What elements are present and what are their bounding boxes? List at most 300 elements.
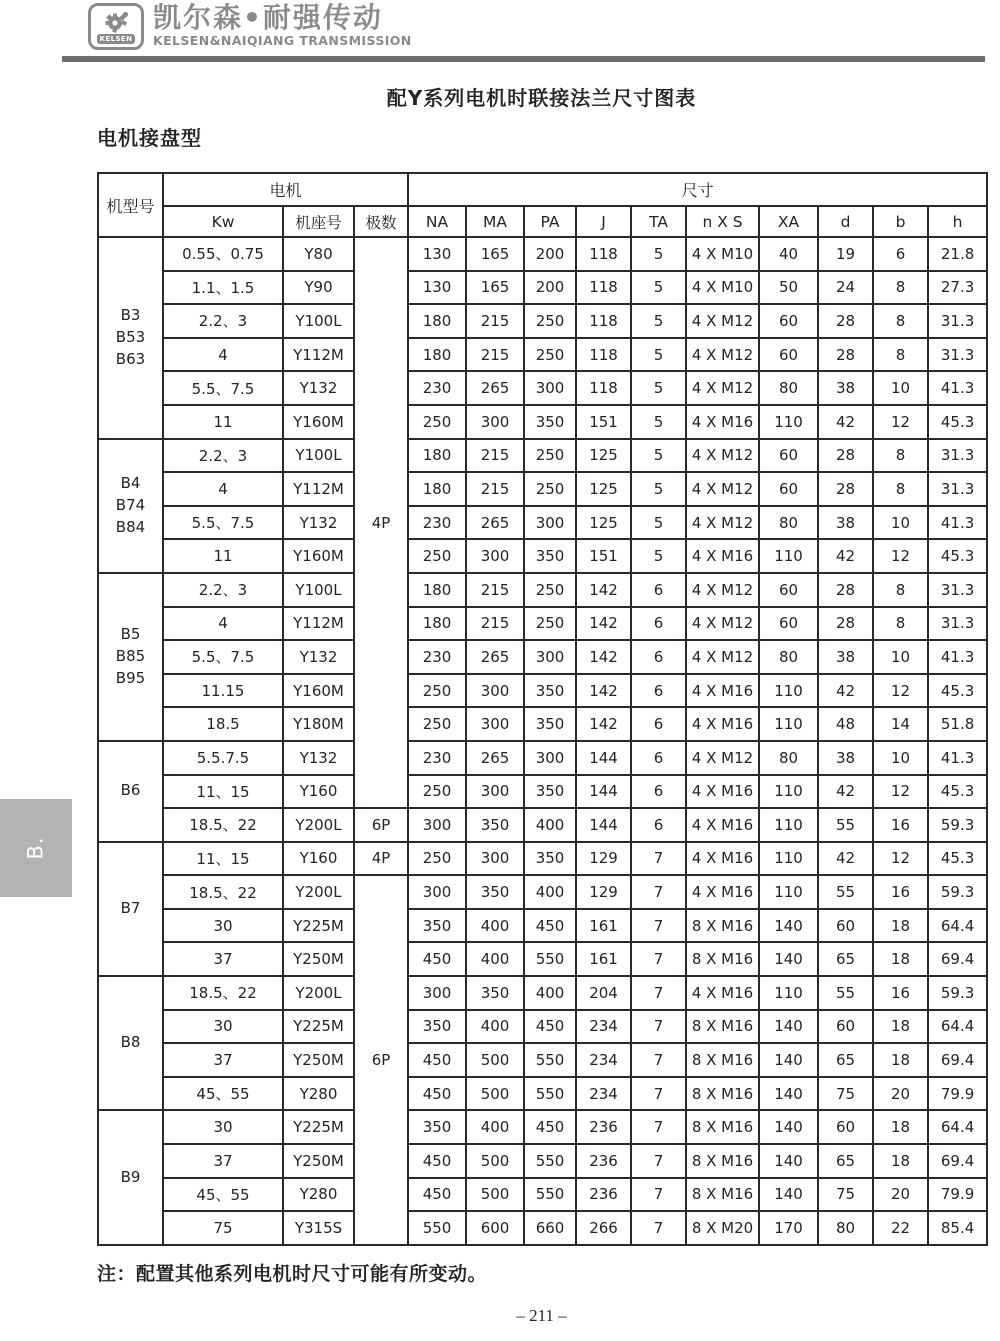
header-rule: [62, 56, 985, 62]
dim-cell: 215: [466, 439, 524, 473]
dim-cell: 300: [524, 371, 576, 405]
table-row: [98, 1211, 987, 1245]
dim-cell: 45.3: [928, 842, 987, 876]
table-row: [98, 1144, 987, 1178]
dim-cell: 129: [576, 875, 631, 909]
dim-cell: 6: [631, 573, 686, 607]
table-row: [98, 842, 987, 876]
dim-cell: 6: [631, 607, 686, 641]
dim-cell: 7: [631, 1077, 686, 1111]
dim-cell: 250: [408, 405, 466, 439]
dim-cell: 8: [873, 607, 928, 641]
dim-cell: 10: [873, 741, 928, 775]
dim-cell: 4 X M12: [686, 338, 759, 372]
dim-cell: 65: [818, 942, 873, 976]
dim-cell: 4 X M12: [686, 304, 759, 338]
dim-cell: 6: [873, 237, 928, 271]
frame-cell: Y160M: [283, 539, 354, 573]
poles-cell: 6P: [354, 808, 408, 842]
model-cell: B8: [98, 976, 163, 1110]
dim-cell: 4 X M16: [686, 875, 759, 909]
dim-cell: 16: [873, 808, 928, 842]
dim-cell: 6: [631, 741, 686, 775]
frame-cell: Y225M: [283, 1010, 354, 1044]
dim-cell: 28: [818, 607, 873, 641]
dim-cell: 4 X M12: [686, 506, 759, 540]
dim-cell: 140: [759, 1010, 818, 1044]
dim-cell: 250: [408, 674, 466, 708]
footnote: 注：配置其他系列电机时尺寸可能有所变动。: [97, 1263, 488, 1285]
dim-cell: 151: [576, 539, 631, 573]
table-row: [98, 1043, 987, 1077]
dim-cell: 400: [524, 808, 576, 842]
dim-cell: 450: [408, 1144, 466, 1178]
dim-cell: 59.3: [928, 875, 987, 909]
brand-name-en: KELSEN&NAIQIANG TRANSMISSION: [153, 33, 412, 49]
dim-cell: 18: [873, 909, 928, 943]
dim-cell: 69.4: [928, 942, 987, 976]
dim-cell: 7: [631, 1144, 686, 1178]
frame-cell: Y250M: [283, 942, 354, 976]
dim-cell: 20: [873, 1178, 928, 1212]
dim-cell: 350: [524, 842, 576, 876]
dim-cell: 60: [759, 304, 818, 338]
dim-cell: 550: [524, 1178, 576, 1212]
dim-cell: 265: [466, 371, 524, 405]
dim-cell: 7: [631, 1043, 686, 1077]
header-pa: PA: [524, 206, 576, 237]
dim-cell: 110: [759, 405, 818, 439]
dim-cell: 450: [524, 1010, 576, 1044]
header-dim-group: 尺寸: [408, 173, 987, 206]
flange-dimensions-table: [97, 172, 988, 1246]
table-row: [98, 1077, 987, 1111]
section-subtitle: 电机接盘型: [97, 126, 202, 150]
model-cell: B3 B53 B63: [98, 237, 163, 439]
poles-cell: 4P: [354, 842, 408, 876]
brand-names: [153, 3, 412, 48]
dim-cell: 59.3: [928, 976, 987, 1010]
dim-cell: 45.3: [928, 674, 987, 708]
dim-cell: 60: [759, 607, 818, 641]
dim-cell: 350: [408, 1010, 466, 1044]
dim-cell: 6: [631, 808, 686, 842]
dim-cell: 14: [873, 707, 928, 741]
dim-cell: 300: [466, 539, 524, 573]
dim-cell: 28: [818, 439, 873, 473]
dim-cell: 400: [466, 942, 524, 976]
table-row: [98, 304, 987, 338]
dim-cell: 5: [631, 472, 686, 506]
dim-cell: 215: [466, 472, 524, 506]
dim-cell: 5: [631, 304, 686, 338]
dim-cell: 140: [759, 1110, 818, 1144]
dim-cell: 250: [524, 607, 576, 641]
dim-cell: 250: [408, 707, 466, 741]
dim-cell: 125: [576, 439, 631, 473]
dim-cell: 4 X M16: [686, 775, 759, 809]
dim-cell: 161: [576, 942, 631, 976]
dim-cell: 165: [466, 237, 524, 271]
dim-cell: 500: [466, 1043, 524, 1077]
dim-cell: 6: [631, 640, 686, 674]
kw-cell: 45、55: [163, 1077, 283, 1111]
dim-cell: 230: [408, 741, 466, 775]
dim-cell: 450: [408, 1077, 466, 1111]
dim-cell: 85.4: [928, 1211, 987, 1245]
dim-cell: 7: [631, 1010, 686, 1044]
dim-cell: 45.3: [928, 539, 987, 573]
dim-cell: 6: [631, 775, 686, 809]
dim-cell: 7: [631, 1211, 686, 1245]
dim-cell: 142: [576, 707, 631, 741]
dim-cell: 18: [873, 1043, 928, 1077]
frame-cell: Y315S: [283, 1211, 354, 1245]
page-title: 配Y系列电机时联接法兰尺寸图表: [386, 86, 697, 110]
dim-cell: 31.3: [928, 607, 987, 641]
dim-cell: 4 X M10: [686, 237, 759, 271]
dim-cell: 80: [759, 506, 818, 540]
frame-cell: Y112M: [283, 607, 354, 641]
dim-cell: 250: [408, 539, 466, 573]
table-row: [98, 808, 987, 842]
dim-cell: 80: [818, 1211, 873, 1245]
dim-cell: 31.3: [928, 304, 987, 338]
table-row: [98, 371, 987, 405]
dim-cell: 140: [759, 1043, 818, 1077]
dim-cell: 5: [631, 371, 686, 405]
dim-cell: 250: [524, 472, 576, 506]
dim-cell: 41.3: [928, 741, 987, 775]
dim-cell: 41.3: [928, 506, 987, 540]
kw-cell: 75: [163, 1211, 283, 1245]
kw-cell: 37: [163, 942, 283, 976]
dim-cell: 12: [873, 775, 928, 809]
dim-cell: 6: [631, 707, 686, 741]
dim-cell: 65: [818, 1144, 873, 1178]
dim-cell: 500: [466, 1178, 524, 1212]
dim-cell: 60: [759, 573, 818, 607]
dim-cell: 118: [576, 271, 631, 305]
dim-cell: 42: [818, 775, 873, 809]
dim-cell: 300: [408, 808, 466, 842]
dim-cell: 110: [759, 674, 818, 708]
dim-cell: 45.3: [928, 405, 987, 439]
dim-cell: 600: [466, 1211, 524, 1245]
table-row: [98, 271, 987, 305]
dim-cell: 4 X M12: [686, 573, 759, 607]
dim-cell: 42: [818, 405, 873, 439]
dim-cell: 400: [524, 875, 576, 909]
frame-cell: Y160M: [283, 405, 354, 439]
header-frame: 机座号: [283, 206, 354, 237]
dim-cell: 4 X M12: [686, 640, 759, 674]
kw-cell: 45、55: [163, 1178, 283, 1212]
dim-cell: 64.4: [928, 1010, 987, 1044]
dim-cell: 230: [408, 640, 466, 674]
dim-cell: 125: [576, 472, 631, 506]
kw-cell: 5.5、7.5: [163, 506, 283, 540]
dim-cell: 8: [873, 472, 928, 506]
poles-cell: 6P: [354, 875, 408, 1245]
brand-name-cn: 凯尔森•耐强传动: [153, 1, 383, 34]
dim-cell: 50: [759, 271, 818, 305]
dim-cell: 28: [818, 338, 873, 372]
kw-cell: 37: [163, 1144, 283, 1178]
header-motor-group: 电机: [163, 173, 408, 206]
kw-cell: 18.5、22: [163, 808, 283, 842]
dim-cell: 18: [873, 942, 928, 976]
frame-cell: Y250M: [283, 1043, 354, 1077]
dim-cell: 18: [873, 1110, 928, 1144]
table-header-row-groups: [98, 173, 987, 206]
dim-cell: 8 X M16: [686, 1178, 759, 1212]
dim-cell: 31.3: [928, 439, 987, 473]
kw-cell: 37: [163, 1043, 283, 1077]
dim-cell: 79.9: [928, 1178, 987, 1212]
dim-cell: 22: [873, 1211, 928, 1245]
header-d: d: [818, 206, 873, 237]
kw-cell: 4: [163, 338, 283, 372]
section-tab-b: [0, 799, 72, 897]
dim-cell: 180: [408, 338, 466, 372]
dim-cell: 45.3: [928, 775, 987, 809]
table-row: [98, 1110, 987, 1144]
model-cell: B6: [98, 741, 163, 842]
table-row: [98, 439, 987, 473]
table-row: [98, 741, 987, 775]
dim-cell: 300: [466, 842, 524, 876]
dim-cell: 8 X M16: [686, 1010, 759, 1044]
dim-cell: 60: [759, 439, 818, 473]
table-row: [98, 472, 987, 506]
dim-cell: 265: [466, 506, 524, 540]
frame-cell: Y90: [283, 271, 354, 305]
dim-cell: 4 X M12: [686, 607, 759, 641]
dim-cell: 140: [759, 1144, 818, 1178]
dim-cell: 180: [408, 304, 466, 338]
dim-cell: 215: [466, 607, 524, 641]
dim-cell: 4 X M16: [686, 842, 759, 876]
dim-cell: 234: [576, 1043, 631, 1077]
dim-cell: 265: [466, 741, 524, 775]
dim-cell: 12: [873, 539, 928, 573]
dim-cell: 300: [524, 506, 576, 540]
frame-cell: Y160: [283, 775, 354, 809]
dim-cell: 151: [576, 405, 631, 439]
kw-cell: 30: [163, 909, 283, 943]
frame-cell: Y200L: [283, 976, 354, 1010]
dim-cell: 18: [873, 1144, 928, 1178]
dim-cell: 4 X M12: [686, 439, 759, 473]
frame-cell: Y160M: [283, 674, 354, 708]
frame-cell: Y112M: [283, 472, 354, 506]
frame-cell: Y200L: [283, 808, 354, 842]
dim-cell: 236: [576, 1178, 631, 1212]
table-row: [98, 707, 987, 741]
frame-cell: Y250M: [283, 1144, 354, 1178]
header-ta: TA: [631, 206, 686, 237]
dim-cell: 8: [873, 573, 928, 607]
dim-cell: 110: [759, 808, 818, 842]
dim-cell: 6: [631, 674, 686, 708]
dim-cell: 7: [631, 842, 686, 876]
dim-cell: 40: [759, 237, 818, 271]
dim-cell: 5: [631, 439, 686, 473]
model-cell: B5 B85 B95: [98, 573, 163, 741]
kw-cell: 11.15: [163, 674, 283, 708]
dim-cell: 450: [524, 909, 576, 943]
dim-cell: 129: [576, 842, 631, 876]
header-j: J: [576, 206, 631, 237]
frame-cell: Y280: [283, 1178, 354, 1212]
frame-cell: Y80: [283, 237, 354, 271]
dim-cell: 500: [466, 1077, 524, 1111]
kw-cell: 0.55、0.75: [163, 237, 283, 271]
dim-cell: 250: [524, 304, 576, 338]
table-row: [98, 674, 987, 708]
dim-cell: 31.3: [928, 573, 987, 607]
dim-cell: 200: [524, 271, 576, 305]
dim-cell: 19: [818, 237, 873, 271]
dim-cell: 250: [524, 338, 576, 372]
dim-cell: 12: [873, 405, 928, 439]
frame-cell: Y225M: [283, 1110, 354, 1144]
frame-cell: Y160: [283, 842, 354, 876]
dim-cell: 234: [576, 1010, 631, 1044]
dim-cell: 300: [524, 640, 576, 674]
table-row: [98, 573, 987, 607]
dim-cell: 69.4: [928, 1043, 987, 1077]
brand-header: [88, 3, 412, 50]
dim-cell: 10: [873, 371, 928, 405]
dim-cell: 60: [818, 1110, 873, 1144]
poles-cell: 4P: [354, 237, 408, 808]
table-row: [98, 405, 987, 439]
dim-cell: 250: [524, 573, 576, 607]
kw-cell: 5.5.7.5: [163, 741, 283, 775]
dim-cell: 266: [576, 1211, 631, 1245]
dim-cell: 7: [631, 942, 686, 976]
dim-cell: 4 X M16: [686, 674, 759, 708]
brand-logo: [88, 3, 144, 50]
table-row: [98, 909, 987, 943]
dim-cell: 144: [576, 808, 631, 842]
dim-cell: 300: [466, 707, 524, 741]
frame-cell: Y100L: [283, 573, 354, 607]
dim-cell: 4 X M16: [686, 707, 759, 741]
header-nxs: n X S: [686, 206, 759, 237]
table-header-row-columns: [98, 206, 987, 237]
dim-cell: 165: [466, 271, 524, 305]
dim-cell: 18: [873, 1010, 928, 1044]
page-number: – 211 –: [516, 1306, 567, 1325]
table-row: [98, 942, 987, 976]
frame-cell: Y132: [283, 640, 354, 674]
model-cell: B7: [98, 842, 163, 976]
dim-cell: 500: [466, 1144, 524, 1178]
section-tab-label: B.: [24, 836, 48, 860]
dim-cell: 20: [873, 1077, 928, 1111]
model-cell: B9: [98, 1110, 163, 1244]
dim-cell: 300: [408, 875, 466, 909]
dim-cell: 236: [576, 1144, 631, 1178]
dim-cell: 8 X M20: [686, 1211, 759, 1245]
dim-cell: 12: [873, 674, 928, 708]
dim-cell: 16: [873, 976, 928, 1010]
dim-cell: 41.3: [928, 371, 987, 405]
dim-cell: 450: [408, 1178, 466, 1212]
dim-cell: 31.3: [928, 472, 987, 506]
dim-cell: 400: [466, 1010, 524, 1044]
dim-cell: 180: [408, 439, 466, 473]
dim-cell: 125: [576, 506, 631, 540]
dim-cell: 10: [873, 640, 928, 674]
dim-cell: 118: [576, 237, 631, 271]
dim-cell: 64.4: [928, 1110, 987, 1144]
dim-cell: 140: [759, 1077, 818, 1111]
gear-icon: [101, 7, 131, 35]
dim-cell: 215: [466, 304, 524, 338]
frame-cell: Y225M: [283, 909, 354, 943]
dim-cell: 350: [408, 1110, 466, 1144]
header-poles: 极数: [354, 206, 408, 237]
dim-cell: 10: [873, 506, 928, 540]
frame-cell: Y112M: [283, 338, 354, 372]
dim-cell: 118: [576, 304, 631, 338]
dim-cell: 550: [524, 1043, 576, 1077]
dim-cell: 28: [818, 304, 873, 338]
kw-cell: 30: [163, 1010, 283, 1044]
dim-cell: 8 X M16: [686, 1110, 759, 1144]
dim-cell: 350: [524, 707, 576, 741]
header-model: 机型号: [98, 173, 163, 237]
kw-cell: 18.5、22: [163, 976, 283, 1010]
dim-cell: 180: [408, 472, 466, 506]
kw-cell: 2.2、3: [163, 304, 283, 338]
dim-cell: 28: [818, 573, 873, 607]
dim-cell: 51.8: [928, 707, 987, 741]
kw-cell: 11: [163, 539, 283, 573]
frame-cell: Y180M: [283, 707, 354, 741]
table-row: [98, 775, 987, 809]
dim-cell: 75: [818, 1178, 873, 1212]
table-row: [98, 976, 987, 1010]
dim-cell: 4 X M12: [686, 371, 759, 405]
dim-cell: 5: [631, 539, 686, 573]
kw-cell: 5.5、7.5: [163, 640, 283, 674]
kw-cell: 4: [163, 472, 283, 506]
kw-cell: 18.5、22: [163, 875, 283, 909]
dim-cell: 142: [576, 640, 631, 674]
frame-cell: Y132: [283, 371, 354, 405]
dim-cell: 550: [524, 942, 576, 976]
header-xa: XA: [759, 206, 818, 237]
dim-cell: 161: [576, 909, 631, 943]
dim-cell: 300: [408, 976, 466, 1010]
dim-cell: 4 X M16: [686, 405, 759, 439]
dim-cell: 8 X M16: [686, 1144, 759, 1178]
dim-cell: 118: [576, 371, 631, 405]
dim-cell: 5: [631, 338, 686, 372]
dim-cell: 7: [631, 875, 686, 909]
dim-cell: 350: [524, 539, 576, 573]
dim-cell: 170: [759, 1211, 818, 1245]
dim-cell: 142: [576, 573, 631, 607]
dim-cell: 27.3: [928, 271, 987, 305]
dim-cell: 8 X M16: [686, 942, 759, 976]
dim-cell: 300: [466, 405, 524, 439]
